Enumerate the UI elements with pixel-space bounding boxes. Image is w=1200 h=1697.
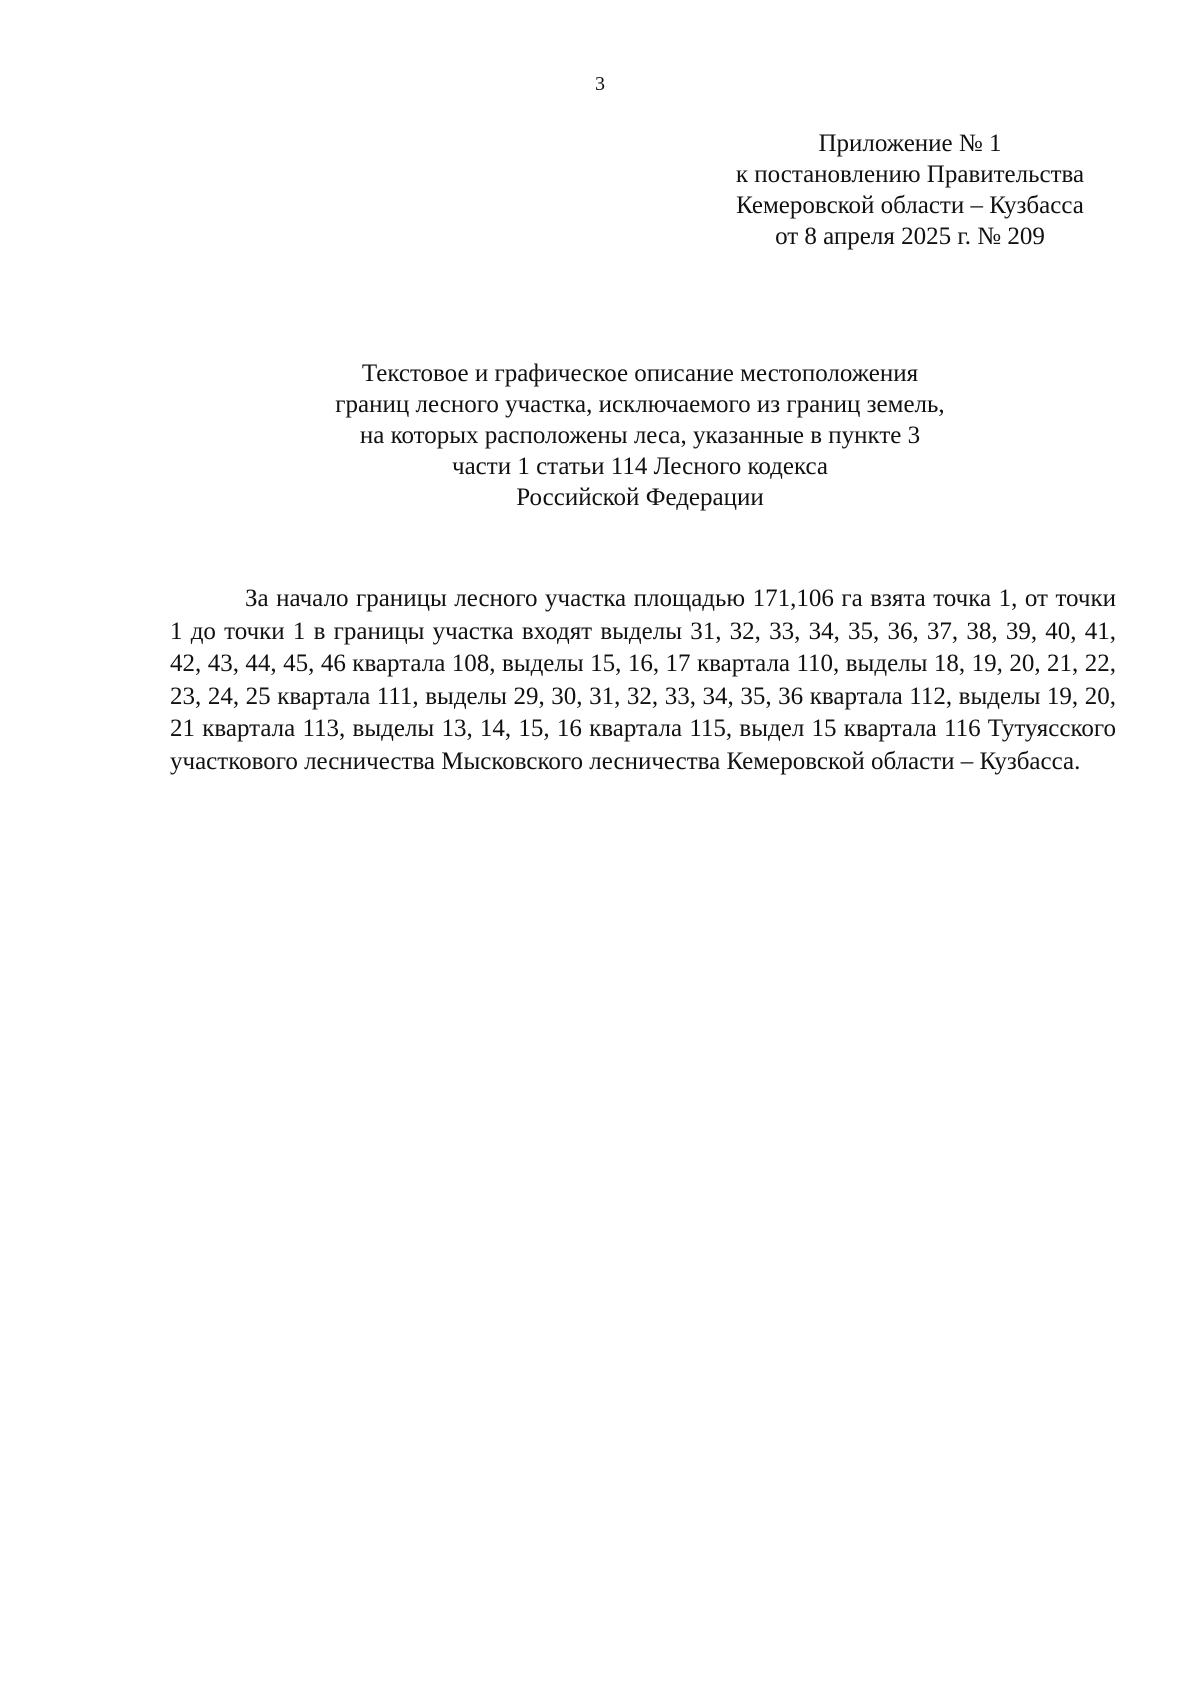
document-title [160,358,1120,513]
appendix-line-1: Приложение № 1 [818,130,1002,157]
appendix-header [700,128,1120,252]
title-line-2: границ лесного участка, исключаемого из границ земель, [335,391,945,418]
title-line-5: Российской Федерации [516,484,764,511]
title-line-3: на которых расположены леса, указанные в пункте 3 [359,422,921,449]
appendix-line-4: от 8 апреля 2025 г. № 209 [775,223,1045,250]
page-number: 3 [595,73,605,95]
title-line-4: части 1 статьи 114 Лесного кодекса [452,453,828,480]
title-line-1: Текстовое и графическое описание местоположения [361,360,919,387]
appendix-line-3: Кемеровской области – Кузбасса [736,192,1084,219]
appendix-line-2: к постановлению Правительства [735,161,1085,188]
body-paragraph: За начало границы лесного участка площадью 171,106 га взята точка 1, от точки 1 до точки 1 в границы участка входят выделы 31, 32, 33, 34, 35, 36, 37, 38, 39, 40, 41, 42, 43, 44, 45, 46 квартала 108, выделы 15, 16, 17 квартала 110, выделы 18, 19, 20, 21, 22, 23, 24, 25 квартала 111, выделы 29, 30, 31, 32, 33, 34, 35, 36 квартала 112, выделы 19, 20, 21 квартала 113, выделы 13, 14, 15, 16 квартала 115, выдел 15 квартала 116 Тутуясского участкового лесничества Мысковского лесничества Кемеровской области – Кузбасса. [170,585,1116,775]
